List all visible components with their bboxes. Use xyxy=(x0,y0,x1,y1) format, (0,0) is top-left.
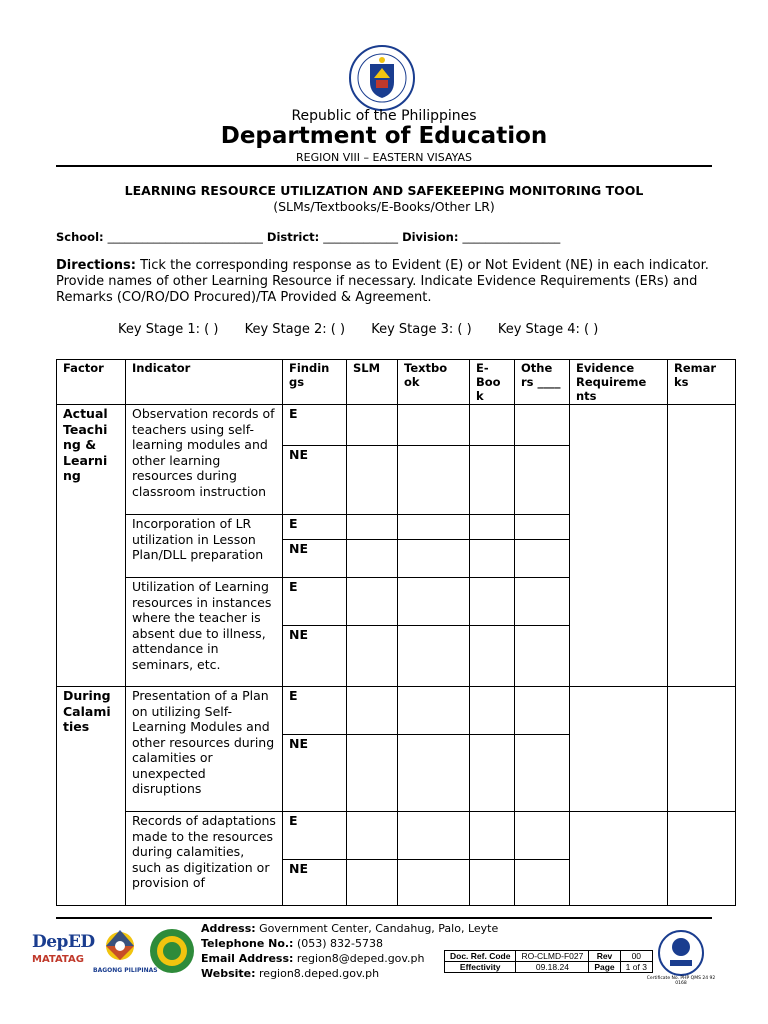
region-seal-logo xyxy=(149,928,195,974)
finding-ne: NE xyxy=(283,446,347,515)
remarks-cell[interactable] xyxy=(668,687,736,812)
others-cell[interactable] xyxy=(515,446,570,515)
department-heading: Department of Education xyxy=(220,123,548,149)
textbook-cell[interactable] xyxy=(398,578,470,626)
textbook-cell[interactable] xyxy=(398,446,470,515)
division-label: Division: xyxy=(402,230,459,244)
others-cell[interactable] xyxy=(515,515,570,540)
header-divider xyxy=(56,165,712,167)
others-cell[interactable] xyxy=(515,578,570,626)
finding-e: E xyxy=(283,578,347,626)
header-remarks: Remar ks xyxy=(668,360,736,405)
textbook-cell[interactable] xyxy=(398,626,470,687)
slm-cell[interactable] xyxy=(347,860,398,906)
doc-ref-table xyxy=(444,950,653,973)
others-cell[interactable] xyxy=(515,860,570,906)
remarks-cell[interactable] xyxy=(668,812,736,906)
indicator-cell: Incorporation of LR utilization in Lesson Plan/DLL preparation xyxy=(126,515,283,578)
factor-actual-teaching: Actual Teachi ng & Learni ng xyxy=(57,405,126,687)
ebook-cell[interactable] xyxy=(470,540,515,578)
finding-ne: NE xyxy=(283,860,347,906)
evidence-cell[interactable] xyxy=(570,812,668,906)
finding-ne: NE xyxy=(283,735,347,812)
region-heading: REGION VIII – EASTERN VISAYAS xyxy=(296,151,472,164)
textbook-cell[interactable] xyxy=(398,405,470,446)
document-title: LEARNING RESOURCE UTILIZATION AND SAFEKEEPING MONITORING TOOL xyxy=(124,183,644,198)
matatag-logo-text: MATATAG xyxy=(32,954,84,965)
others-cell[interactable] xyxy=(515,626,570,687)
slm-cell[interactable] xyxy=(347,446,398,515)
header-textbook: Textbo ok xyxy=(398,360,470,405)
finding-e: E xyxy=(283,687,347,735)
others-cell[interactable] xyxy=(515,812,570,860)
header-ebook: E-Boo k xyxy=(470,360,515,405)
ebook-cell[interactable] xyxy=(470,446,515,515)
ebook-cell[interactable] xyxy=(470,860,515,906)
school-label: School: xyxy=(56,230,104,244)
tuv-certification-logo xyxy=(658,930,704,976)
evidence-cell[interactable] xyxy=(570,687,668,812)
factor-during-calamities: During Calami ties xyxy=(57,687,126,906)
rev-value: 00 xyxy=(620,951,652,962)
slm-cell[interactable] xyxy=(347,687,398,735)
ebook-cell[interactable] xyxy=(470,578,515,626)
slm-cell[interactable] xyxy=(347,735,398,812)
header-findings: Findin gs xyxy=(283,360,347,405)
evidence-cell[interactable] xyxy=(570,405,668,687)
district-label: District: xyxy=(266,230,320,244)
directions-text: Tick the corresponding response as to Evident (E) or Not Evident (NE) in each indicator. Provide names of other Learning Resource if necessary. Indicate Evidence Requirements (ERs) and Remarks (CO/RO/DO Procured)/TA Provided & Agreement. xyxy=(56,258,709,305)
textbook-cell[interactable] xyxy=(398,735,470,812)
page-value: 1 of 3 xyxy=(620,962,652,973)
page-label: Page xyxy=(589,962,620,973)
header-evidence: Evidence Requireme nts xyxy=(570,360,668,405)
ebook-cell[interactable] xyxy=(470,515,515,540)
indicator-cell: Utilization of Learning resources in instances where the teacher is absent due to illness, attendance in seminars, etc. xyxy=(126,578,283,687)
others-cell[interactable] xyxy=(515,687,570,735)
monitoring-table xyxy=(56,359,736,906)
header-slm: SLM xyxy=(347,360,398,405)
header-factor: Factor xyxy=(57,360,126,405)
finding-e: E xyxy=(283,812,347,860)
address-label: Address: xyxy=(201,922,256,935)
ebook-cell[interactable] xyxy=(470,735,515,812)
key-stage-4[interactable]: Key Stage 4: ( ) xyxy=(497,322,599,337)
table-row xyxy=(57,405,736,446)
directions xyxy=(56,258,716,306)
email-link[interactable]: region8@deped.gov.ph xyxy=(296,952,425,965)
footer-divider xyxy=(56,917,712,919)
website-link[interactable]: region8.deped.gov.ph xyxy=(259,967,380,980)
finding-e: E xyxy=(283,515,347,540)
doc-code-label: Doc. Ref. Code xyxy=(445,951,516,962)
school-field[interactable]: ___________________________ xyxy=(107,230,263,244)
others-cell[interactable] xyxy=(515,405,570,446)
slm-cell[interactable] xyxy=(347,626,398,687)
remarks-cell[interactable] xyxy=(668,405,736,687)
textbook-cell[interactable] xyxy=(398,812,470,860)
identity-fields xyxy=(56,230,560,244)
key-stage-2[interactable]: Key Stage 2: ( ) xyxy=(244,322,346,337)
bagong-pilipinas-caption: BAGONG PILIPINAS xyxy=(93,967,158,974)
finding-e: E xyxy=(283,405,347,446)
textbook-cell[interactable] xyxy=(398,540,470,578)
certificate-caption: Certificate No. PHP QMS 24 92 0168 xyxy=(646,976,716,986)
indicator-cell: Observation records of teachers using self-learning modules and other learning resources during classroom instruction xyxy=(126,405,283,515)
key-stage-3[interactable]: Key Stage 3: ( ) xyxy=(371,322,472,337)
directions-label: Directions: xyxy=(56,258,136,273)
table-row xyxy=(57,812,736,860)
slm-cell[interactable] xyxy=(347,405,398,446)
republic-heading: Republic of the Philippines xyxy=(291,108,477,124)
address-value: Government Center, Candahug, Palo, Leyte xyxy=(259,922,499,935)
finding-ne: NE xyxy=(283,626,347,687)
deped-logo-text: DepED xyxy=(32,932,95,952)
ebook-cell[interactable] xyxy=(470,405,515,446)
slm-cell[interactable] xyxy=(347,812,398,860)
deped-matatag-logo xyxy=(32,932,95,965)
textbook-cell[interactable] xyxy=(398,687,470,735)
ebook-cell[interactable] xyxy=(470,626,515,687)
table-header-row xyxy=(57,360,736,405)
others-cell[interactable] xyxy=(515,540,570,578)
effectivity-value: 09.18.24 xyxy=(516,962,589,973)
header-others: Othe rs ____ xyxy=(515,360,570,405)
doc-code-value: RO-CLMD-F027 xyxy=(516,951,589,962)
others-cell[interactable] xyxy=(515,735,570,812)
slm-cell[interactable] xyxy=(347,578,398,626)
ebook-cell[interactable] xyxy=(470,812,515,860)
slm-cell[interactable] xyxy=(347,540,398,578)
phone-value: (053) 832-5738 xyxy=(296,937,384,950)
document-subtitle: (SLMs/Textbooks/E-Books/Other LR) xyxy=(273,199,495,214)
header-indicator: Indicator xyxy=(126,360,283,405)
phone-label: Telephone No.: xyxy=(201,937,294,950)
indicator-cell: Records of adaptations made to the resources during calamities, such as digitization or provision of xyxy=(126,812,283,906)
table-row xyxy=(57,687,736,735)
slm-cell[interactable] xyxy=(347,515,398,540)
deped-seal-logo xyxy=(342,44,422,112)
key-stages xyxy=(118,322,620,337)
key-stage-1[interactable]: Key Stage 1: ( ) xyxy=(118,322,219,337)
district-field[interactable]: _____________ xyxy=(323,230,399,244)
website-label: Website: xyxy=(201,967,256,980)
division-field[interactable]: _________________ xyxy=(462,230,561,244)
indicator-cell: Presentation of a Plan on utilizing Self-Learning Modules and other resources during calamities or unexpected disruptions xyxy=(126,687,283,812)
effectivity-label: Effectivity xyxy=(445,962,516,973)
ebook-cell[interactable] xyxy=(470,687,515,735)
textbook-cell[interactable] xyxy=(398,860,470,906)
rev-label: Rev xyxy=(589,951,620,962)
textbook-cell[interactable] xyxy=(398,515,470,540)
finding-ne: NE xyxy=(283,540,347,578)
email-label: Email Address: xyxy=(201,952,294,965)
